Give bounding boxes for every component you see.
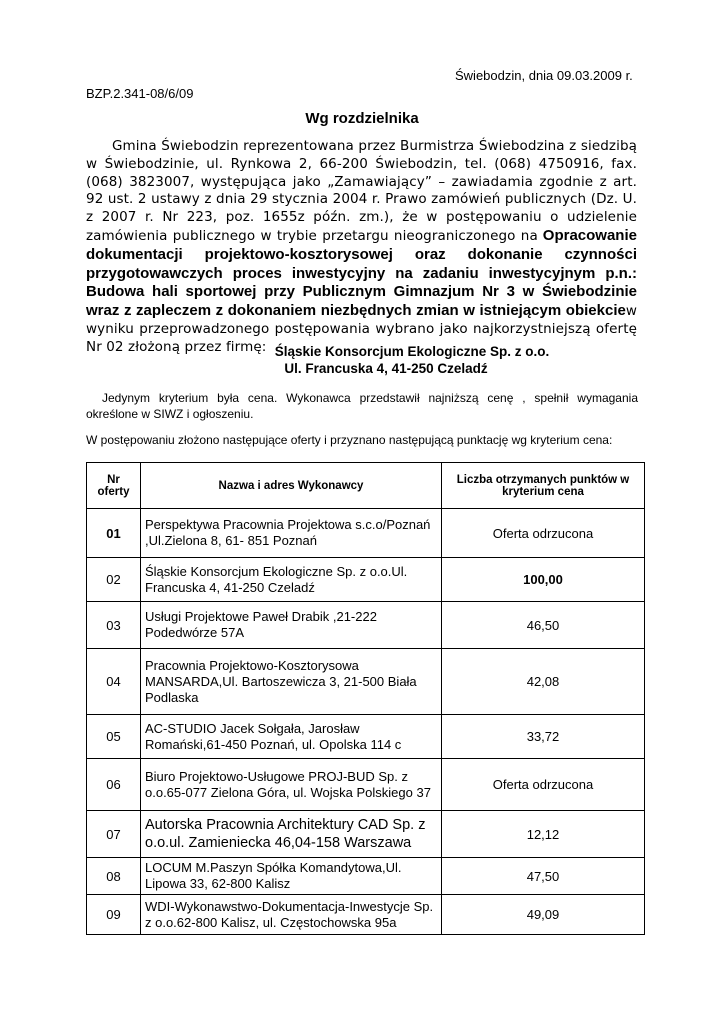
- row-name: Pracownia Projektowo-Kosztorysowa MANSARDA,Ul. Bartoszewicza 3, 21-500 Biała Podlaska: [141, 649, 442, 715]
- row-score: 49,09: [442, 895, 645, 935]
- intro-paragraph: [86, 138, 637, 357]
- offers-table: [86, 462, 645, 935]
- table-row: [87, 602, 645, 649]
- row-score: Oferta odrzucona: [442, 759, 645, 811]
- table-header-row: [87, 463, 645, 509]
- table-row: [87, 858, 645, 895]
- header-nr: Nr oferty: [87, 463, 141, 509]
- row-score: 46,50: [442, 602, 645, 649]
- row-name: Śląskie Konsorcjum Ekologiczne Sp. z o.o.Ul. Francuska 4, 41-250 Czeladź: [141, 558, 442, 602]
- intro-text: Gmina Świebodzin reprezentowana przez Burmistrza Świebodzina z siedzibą w Świebodzinie, ul. Rynkowa 2, 66-200 Świebodzin, tel. (068) 4750916, fax. (068) 3823007, występująca jako „Zamawiający” – zawiadamia zgodnie z art. 92 ust. 2 ustawy z dnia 29 stycznia 2004 r. Prawo zamówień publicznych (Dz. U. z 2007 r. Nr 223, poz. 1655z późn. zm.), że w postępowaniu o udzielenie zamówienia publicznego w trybie przetargu nieograniczonego na: [86, 138, 637, 244]
- row-nr: 01: [87, 509, 141, 558]
- table-row: [87, 759, 645, 811]
- row-nr: 02: [87, 558, 141, 602]
- table-row: [87, 649, 645, 715]
- contract-title: Opracowanie dokumentacji projektowo-kosztorysowej oraz dokonanie czynności przygotowawczych proces inwestycyjny na zadaniu inwestycyjnym p.n.: Budowa hali sportowej przy Publicznym Gimnazjum Nr 3 w Świebodzinie wraz z zapleczem z dokonaniem niezbędnych zmian w istniejącym obiekcie: [86, 226, 637, 320]
- offers-intro-paragraph: W postępowaniu złożono następujące oferty i przyznano następującą punktację wg kryterium cena:: [86, 433, 613, 447]
- document-heading: Wg rozdzielnika: [305, 110, 419, 127]
- reference-number: BZP.2.341-08/6/09: [86, 86, 194, 101]
- winner-name: Śląskie Konsorcjum Ekologiczne Sp. z o.o.: [274, 344, 550, 359]
- intro-text-continued: w wyniku przeprowadzonego postępowania wybrano jako najkorzystniejszą ofertę Nr 02 złożoną przez firmę:: [86, 303, 637, 355]
- row-name: Perspektywa Pracownia Projektowa s.c.o/Poznań ,Ul.Zielona 8, 61- 851 Poznań: [141, 509, 442, 558]
- row-nr: 09: [87, 895, 141, 935]
- table-row: [87, 811, 645, 858]
- table-row: [87, 558, 645, 602]
- row-nr: 08: [87, 858, 141, 895]
- row-name: LOCUM M.Paszyn Spółka Komandytowa,Ul. Lipowa 33, 62-800 Kalisz: [141, 858, 442, 895]
- header-name: Nazwa i adres Wykonawcy: [141, 463, 442, 509]
- row-name: Biuro Projektowo-Usługowe PROJ-BUD Sp. z o.o.65-077 Zielona Góra, ul. Wojska Polskiego 37: [141, 759, 442, 811]
- row-score: 47,50: [442, 858, 645, 895]
- table-row: [87, 895, 645, 935]
- table-row: [87, 715, 645, 759]
- place-date: Świebodzin, dnia 09.03.2009 r.: [455, 68, 633, 83]
- row-score: 100,00: [442, 558, 645, 602]
- row-score: 33,72: [442, 715, 645, 759]
- row-name: WDI-Wykonawstwo-Dokumentacja-Inwestycje Sp. z o.o.62-800 Kalisz, ul. Częstochowska 95a: [141, 895, 442, 935]
- row-score: Oferta odrzucona: [442, 509, 645, 558]
- row-nr: 05: [87, 715, 141, 759]
- row-name: Usługi Projektowe Paweł Drabik ,21-222 Podedwórze 57A: [141, 602, 442, 649]
- row-name: AC-STUDIO Jacek Sołgała, Jarosław Romański,61-450 Poznań, ul. Opolska 114 c: [141, 715, 442, 759]
- row-score: 42,08: [442, 649, 645, 715]
- row-nr: 03: [87, 602, 141, 649]
- row-name: Autorska Pracownia Architektury CAD Sp. z o.o.ul. Zamieniecka 46,04-158 Warszawa: [141, 811, 442, 858]
- row-score: 12,12: [442, 811, 645, 858]
- winner-address: Ul. Francuska 4, 41-250 Czeladź: [284, 361, 488, 376]
- row-nr: 07: [87, 811, 141, 858]
- row-nr: 06: [87, 759, 141, 811]
- criterion-paragraph: Jedynym kryterium była cena. Wykonawca przedstawił najniższą cenę , spełnił wymagania określone w SIWZ i ogłoszeniu.: [86, 391, 638, 421]
- row-nr: 04: [87, 649, 141, 715]
- table-row: [87, 509, 645, 558]
- header-score: Liczba otrzymanych punktów w kryterium cena: [442, 463, 645, 509]
